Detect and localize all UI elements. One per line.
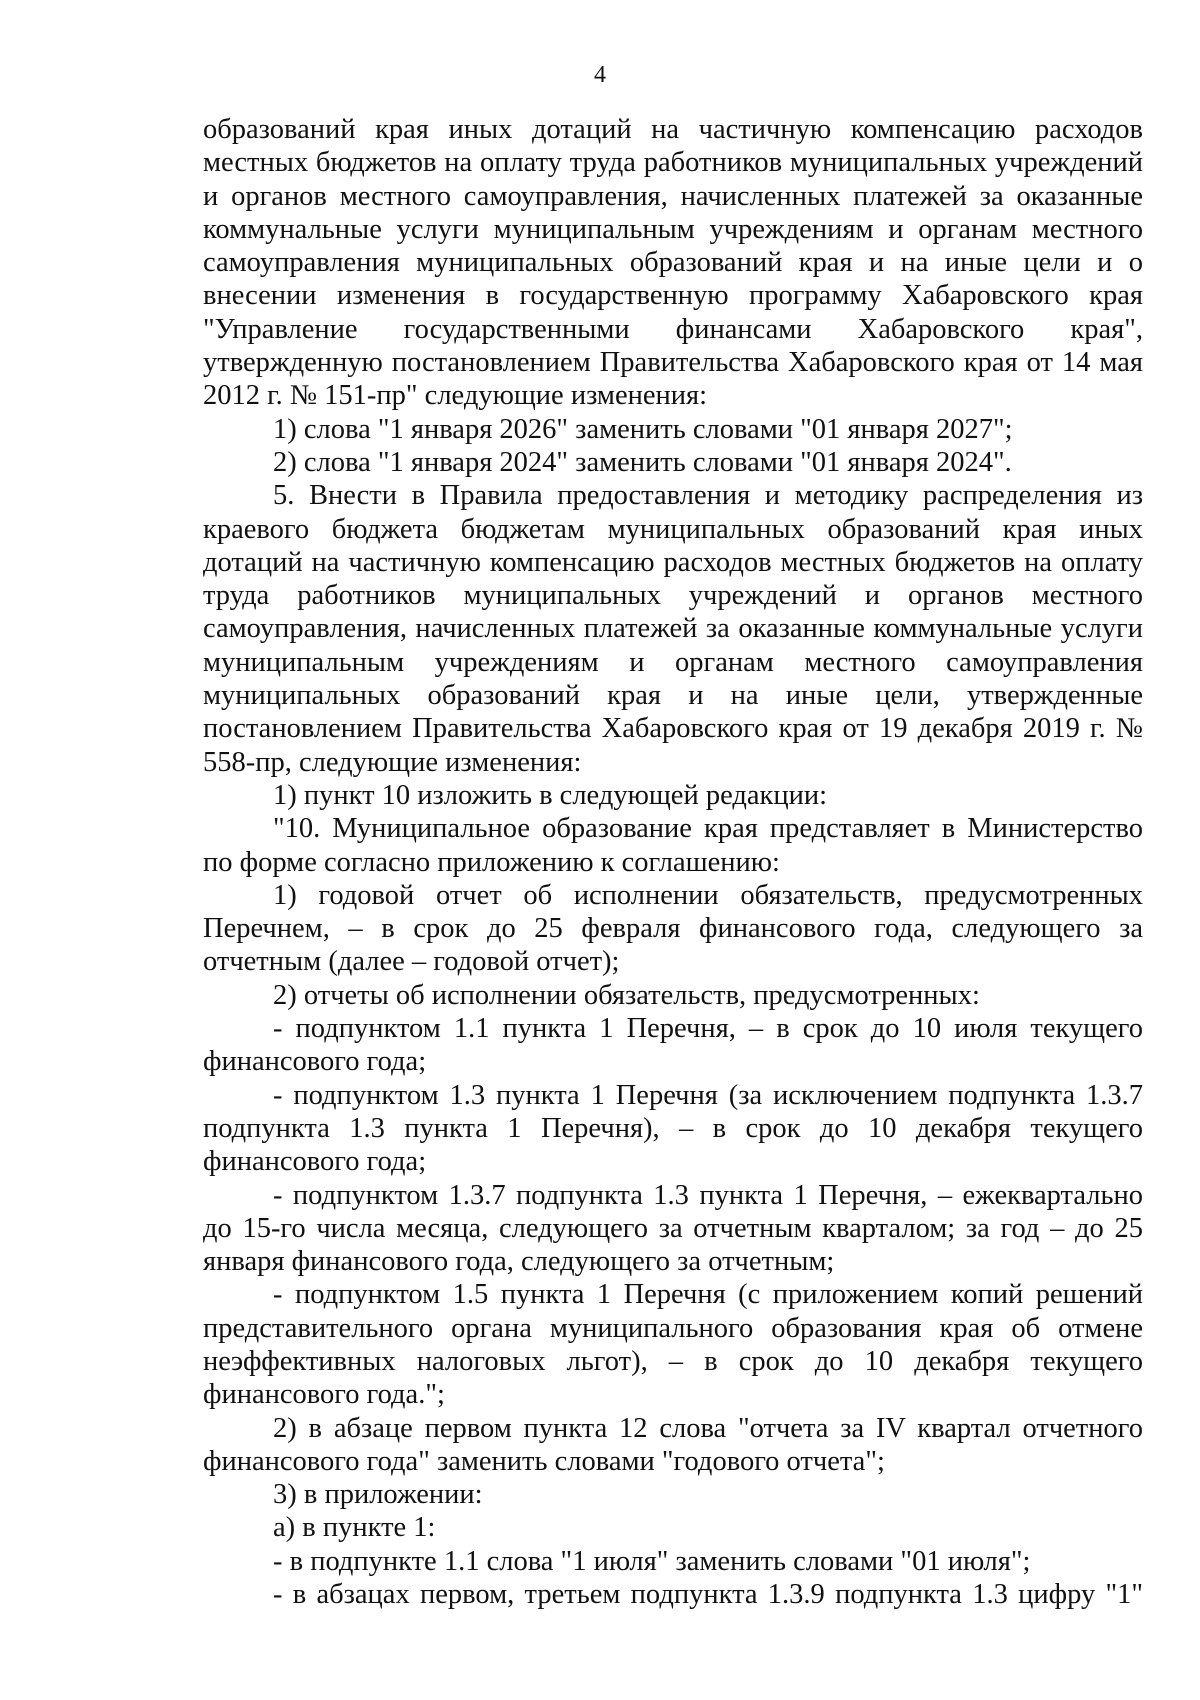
list-item-point-12: 2) в абзаце первом пункта 12 слова "отчета за IV квартал отчетного финансового года" заменить словами "годового отчета";: [203, 1412, 1143, 1477]
page-number: 4: [594, 62, 606, 88]
paragraph-continuation: образований края иных дотаций на частичную компенсацию расходов местных бюджетов на оплату труда работников муниципальных учреждений и органов местного самоуправления, начисленных платежей за оказанные коммунальные услуги муниципальным учреждениям и органам местного самоуправления муниципальных образований края и на иные цели и о внесении изменения в государственную программу Хабаровского края "Управление государственными финансами Хабаровского края", утвержденную постановлением Правительства Хабаровского края от 14 мая 2012 г. № 151-пр" следующие изменения:: [203, 114, 1143, 412]
list-item-point-10: 1) пункт 10 изложить в следующей редакции:: [273, 779, 828, 811]
list-item-change-1: 1) слова "1 января 2026" заменить словами "01 января 2027";: [273, 413, 1013, 445]
list-item-subpoint-1-3-7: - подпунктом 1.3.7 подпункта 1.3 пункта 1 Перечня, – ежеквартально до 15-го числа месяца, следующего за отчетным кварталом; за год – до 25 января финансового года, следующего за отчетным;: [203, 1179, 1143, 1278]
list-item-appendix-1-3-9: - в абзацах первом, третьем подпункта 1.3.9 подпункта 1.3 цифру "1": [273, 1579, 1143, 1611]
list-item-subpoint-1-1: - подпунктом 1.1 пункта 1 Перечня, – в срок до 10 июля текущего финансового года;: [203, 1013, 1143, 1078]
list-item-reports: 2) отчеты об исполнении обязательств, предусмотренных:: [273, 979, 980, 1011]
list-item-appendix-1-1: - в подпункте 1.1 слова "1 июля" заменить словами "01 июля";: [273, 1545, 1031, 1577]
paragraph-point-10-text: "10. Муниципальное образование края представляет в Министерство по форме согласно приложению к соглашению:: [203, 813, 1143, 878]
list-item-appendix: 3) в приложении:: [273, 1479, 483, 1511]
list-item-change-2: 2) слова "1 января 2024" заменить словами "01 января 2024".: [273, 446, 1012, 478]
list-item-subpoint-1-3: - подпунктом 1.3 пункта 1 Перечня (за исключением подпункта 1.3.7 подпункта 1.3 пункта 1 Перечня), – в срок до 10 декабря текущего финансового года;: [203, 1079, 1143, 1178]
list-item-annual-report: 1) годовой отчет об исполнении обязательств, предусмотренных Перечнем, – в срок до 25 февраля финансового года, следующего за отчетным (далее – годовой отчет);: [203, 879, 1143, 978]
list-item-appendix-point-1: а) в пункте 1:: [273, 1512, 436, 1544]
list-item-subpoint-1-5: - подпунктом 1.5 пункта 1 Перечня (с приложением копий решений представительного органа муниципального образования края об отмене неэффективных налоговых льгот), – в срок до 10 декабря текущего финансового года.";: [203, 1279, 1143, 1411]
paragraph-section-5: 5. Внести в Правила предоставления и методику распределения из краевого бюджета бюджетам муниципальных образований края иных дотаций на частичную компенсацию расходов местных бюджетов на оплату труда работников муниципальных учреждений и органов местного самоуправления, начисленных платежей за оказанные коммунальные услуги муниципальным учреждениям и органам местного самоуправления муниципальных образований края и на иные цели, утвержденные постановлением Правительства Хабаровского края от 19 декабря 2019 г. № 558-пр, следующие изменения:: [203, 480, 1143, 778]
document-body: [203, 113, 1143, 1611]
